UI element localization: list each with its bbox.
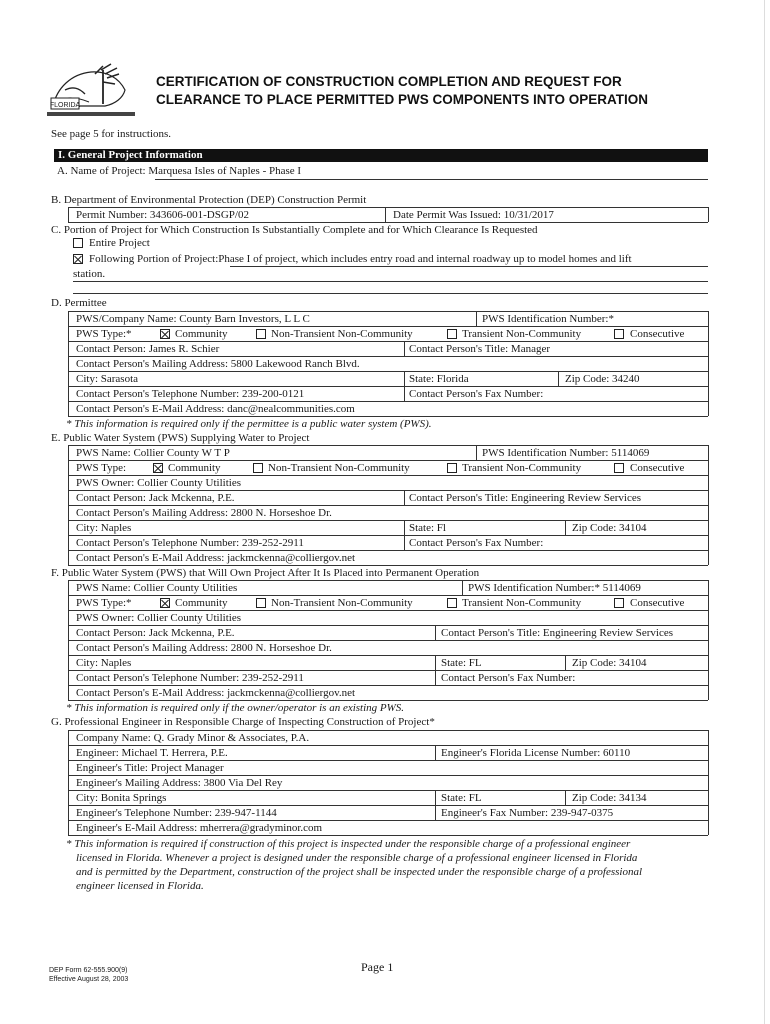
rule bbox=[68, 520, 708, 521]
owner-mailing: Contact Person's Mailing Address: 2800 N. Horseshoe Dr. bbox=[76, 642, 332, 654]
owner-label: F. Public Water System (PWS) that Will Own Project After It Is Placed into Permanent Operation bbox=[51, 567, 480, 579]
permittee-contact-title: Contact Person's Title: Manager bbox=[409, 343, 551, 355]
owner-community-checkbox[interactable] bbox=[160, 598, 170, 608]
rule bbox=[68, 595, 708, 596]
engineer-zip: Zip Code: 34134 bbox=[572, 792, 647, 804]
portion-label: C. Portion of Project for Which Construction Is Substantially Complete and for Which Clearance Is Requested bbox=[51, 224, 538, 236]
permittee-zip: Zip Code: 34240 bbox=[565, 373, 640, 385]
rule bbox=[68, 341, 708, 342]
rule bbox=[68, 700, 708, 701]
rule bbox=[68, 625, 708, 626]
owner-owner: PWS Owner: Collier County Utilities bbox=[76, 612, 241, 624]
page-number: Page 1 bbox=[361, 960, 394, 974]
rule bbox=[404, 371, 405, 401]
permit-date: Date Permit Was Issued: 10/31/2017 bbox=[393, 209, 554, 221]
form-effective-date: Effective August 28, 2003 bbox=[49, 976, 129, 983]
rule bbox=[68, 820, 708, 821]
rule bbox=[565, 655, 566, 670]
rule bbox=[435, 745, 436, 760]
permittee-fax: Contact Person's Fax Number: bbox=[409, 388, 544, 400]
supplier-consecutive-label: Consecutive bbox=[630, 462, 685, 474]
permit-section-label: B. Department of Environmental Protection (DEP) Construction Permit bbox=[51, 194, 367, 206]
permittee-email: Contact Person's E-Mail Address: danc@nealcommunities.com bbox=[76, 403, 355, 415]
rule bbox=[68, 730, 69, 835]
rule bbox=[68, 580, 69, 700]
title-line-1: CERTIFICATION OF CONSTRUCTION COMPLETION AND REQUEST FOR bbox=[156, 74, 622, 89]
permittee-tnc-checkbox[interactable] bbox=[447, 329, 457, 339]
rule bbox=[68, 730, 708, 731]
rule bbox=[68, 311, 708, 312]
supplier-pws-id: PWS Identification Number: 5114069 bbox=[482, 447, 650, 459]
rule bbox=[68, 222, 708, 223]
florida-dep-logo bbox=[45, 60, 137, 122]
permittee-tnc-label: Transient Non-Community bbox=[462, 328, 582, 340]
permittee-ntnc-label: Non-Transient Non-Community bbox=[271, 328, 413, 340]
owner-contact: Contact Person: Jack Mckenna, P.E. bbox=[76, 627, 235, 639]
following-portion-checkbox[interactable] bbox=[73, 254, 83, 264]
rule bbox=[476, 445, 477, 460]
rule bbox=[68, 565, 708, 566]
rule bbox=[435, 625, 436, 640]
owner-tnc-label: Transient Non-Community bbox=[462, 597, 582, 609]
supplier-tnc-checkbox[interactable] bbox=[447, 463, 457, 473]
owner-fax: Contact Person's Fax Number: bbox=[441, 672, 576, 684]
rule bbox=[708, 580, 709, 700]
form-title bbox=[156, 73, 716, 109]
permittee-pws-id: PWS Identification Number:* bbox=[482, 313, 614, 325]
permittee-contact: Contact Person: James R. Schier bbox=[76, 343, 220, 355]
rule bbox=[68, 356, 708, 357]
rule bbox=[565, 520, 566, 535]
owner-city: City: Naples bbox=[76, 657, 132, 669]
engineer-label: G. Professional Engineer in Responsible Charge of Inspecting Construction of Project* bbox=[51, 716, 435, 728]
permittee-consecutive-label: Consecutive bbox=[630, 328, 685, 340]
rule bbox=[476, 311, 477, 326]
rule bbox=[68, 790, 708, 791]
permittee-city: City: Sarasota bbox=[76, 373, 139, 385]
supplier-name: PWS Name: Collier County W T P bbox=[76, 447, 230, 459]
rule bbox=[68, 640, 708, 641]
rule bbox=[68, 685, 708, 686]
engineer-phone: Engineer's Telephone Number: 239-947-1144 bbox=[76, 807, 277, 819]
supplier-email: Contact Person's E-Mail Address: jackmckenna@colliergov.net bbox=[76, 552, 356, 564]
following-portion-cont: station. bbox=[73, 268, 106, 280]
permittee-state: State: Florida bbox=[409, 373, 469, 385]
rule bbox=[73, 293, 708, 294]
following-portion-text: Following Portion of Project:Phase I of project, which includes entry road and internal roadway up to model homes and lift bbox=[89, 253, 632, 265]
permittee-community-label: Community bbox=[175, 328, 228, 340]
rule bbox=[68, 550, 708, 551]
owner-pws-id: PWS Identification Number:* 5114069 bbox=[468, 582, 641, 594]
engineer-note-3: and is permitted by the Department, construction of the project shall be inspected under the responsible charge of a professional bbox=[76, 866, 643, 878]
form-number: DEP Form 62-555.900(9) bbox=[49, 967, 128, 974]
rule bbox=[68, 371, 708, 372]
permittee-consecutive-checkbox[interactable] bbox=[614, 329, 624, 339]
supplier-community-checkbox[interactable] bbox=[153, 463, 163, 473]
engineer-title: Engineer's Title: Project Manager bbox=[76, 762, 224, 774]
rule bbox=[68, 655, 708, 656]
rule bbox=[68, 490, 708, 491]
engineer-name: Engineer: Michael T. Herrera, P.E. bbox=[76, 747, 228, 759]
rule bbox=[565, 790, 566, 805]
engineer-note-2: licensed in Florida. Whenever a project is designed under the responsible charge of a professional engineer licensed in Florida bbox=[76, 852, 638, 864]
rule bbox=[462, 580, 463, 595]
rule bbox=[68, 475, 708, 476]
entire-project-checkbox[interactable] bbox=[73, 238, 83, 248]
permittee-company: PWS/Company Name: County Barn Investors, L L C bbox=[76, 313, 310, 325]
rule bbox=[68, 835, 708, 836]
supplier-tnc-label: Transient Non-Community bbox=[462, 462, 582, 474]
rule bbox=[68, 445, 69, 565]
rule bbox=[68, 401, 708, 402]
rule bbox=[68, 805, 708, 806]
supplier-owner: PWS Owner: Collier County Utilities bbox=[76, 477, 241, 489]
rule bbox=[68, 535, 708, 536]
rule bbox=[68, 311, 69, 416]
engineer-note-1: * This information is required if construction of this project is inspected under the responsible charge of a professional engineer bbox=[66, 838, 631, 850]
rule bbox=[404, 341, 405, 356]
engineer-email: Engineer's E-Mail Address: mherrera@gradyminor.com bbox=[76, 822, 323, 834]
owner-zip: Zip Code: 34104 bbox=[572, 657, 647, 669]
rule bbox=[68, 760, 708, 761]
owner-email: Contact Person's E-Mail Address: jackmckenna@colliergov.net bbox=[76, 687, 356, 699]
section-heading: I. General Project Information bbox=[54, 149, 708, 162]
rule bbox=[68, 670, 708, 671]
owner-name: PWS Name: Collier County Utilities bbox=[76, 582, 238, 594]
rule bbox=[68, 745, 708, 746]
rule bbox=[708, 730, 709, 835]
owner-phone: Contact Person's Telephone Number: 239-252-2911 bbox=[76, 672, 304, 684]
supplier-contact-title: Contact Person's Title: Engineering Review Services bbox=[409, 492, 642, 504]
supplier-city: City: Naples bbox=[76, 522, 132, 534]
supplier-zip: Zip Code: 34104 bbox=[572, 522, 647, 534]
rule bbox=[68, 207, 708, 208]
owner-tnc-checkbox[interactable] bbox=[447, 598, 457, 608]
supplier-mailing: Contact Person's Mailing Address: 2800 N. Horseshoe Dr. bbox=[76, 507, 332, 519]
rule bbox=[708, 311, 709, 416]
supplier-state: State: Fl bbox=[409, 522, 446, 534]
owner-note: * This information is required only if the owner/operator is an existing PWS. bbox=[66, 702, 405, 714]
engineer-fax: Engineer's Fax Number: 239-947-0375 bbox=[441, 807, 614, 819]
engineer-city: City: Bonita Springs bbox=[76, 792, 167, 804]
supplier-phone: Contact Person's Telephone Number: 239-252-2911 bbox=[76, 537, 304, 549]
owner-contact-title: Contact Person's Title: Engineering Review Services bbox=[441, 627, 674, 639]
rule bbox=[558, 371, 559, 386]
rule bbox=[708, 207, 709, 222]
project-name: A. Name of Project: Marquesa Isles of Naples - Phase I bbox=[57, 165, 302, 177]
permittee-type-label: PWS Type:* bbox=[76, 328, 132, 340]
owner-community-label: Community bbox=[175, 597, 228, 609]
rule bbox=[68, 207, 69, 222]
engineer-note-4: engineer licensed in Florida. bbox=[76, 880, 204, 892]
title-line-2: CLEARANCE TO PLACE PERMITTED PWS COMPONENTS INTO OPERATION bbox=[156, 92, 649, 107]
rule bbox=[68, 775, 708, 776]
rule bbox=[404, 520, 405, 550]
rule bbox=[435, 790, 436, 820]
scan-edge bbox=[764, 0, 765, 1024]
logo-text: FLORIDA bbox=[49, 102, 81, 109]
rule bbox=[155, 179, 708, 180]
rule bbox=[435, 655, 436, 685]
supplier-type-label: PWS Type: bbox=[76, 462, 127, 474]
engineer-license: Engineer's Florida License Number: 60110 bbox=[441, 747, 631, 759]
permittee-note: * This information is required only if the permittee is a public water system (PWS). bbox=[66, 418, 432, 430]
engineer-state: State: FL bbox=[441, 792, 482, 804]
rule bbox=[68, 416, 708, 417]
permittee-phone: Contact Person's Telephone Number: 239-200-0121 bbox=[76, 388, 305, 400]
owner-consecutive-label: Consecutive bbox=[630, 597, 685, 609]
rule bbox=[68, 326, 708, 327]
supplier-fax: Contact Person's Fax Number: bbox=[409, 537, 544, 549]
rule bbox=[68, 386, 708, 387]
rule bbox=[73, 281, 708, 282]
rule bbox=[68, 610, 708, 611]
rule bbox=[68, 460, 708, 461]
rule bbox=[708, 445, 709, 565]
engineer-company: Company Name: Q. Grady Minor & Associates, P.A. bbox=[76, 732, 310, 744]
permittee-community-checkbox[interactable] bbox=[160, 329, 170, 339]
engineer-mailing: Engineer's Mailing Address: 3800 Via Del Rey bbox=[76, 777, 283, 789]
owner-state: State: FL bbox=[441, 657, 482, 669]
entire-project-label: Entire Project bbox=[89, 237, 150, 249]
rule bbox=[385, 207, 386, 222]
rule bbox=[68, 505, 708, 506]
rule bbox=[68, 445, 708, 446]
owner-consecutive-checkbox[interactable] bbox=[614, 598, 624, 608]
supplier-consecutive-checkbox[interactable] bbox=[614, 463, 624, 473]
rule bbox=[230, 266, 708, 267]
supplier-label: E. Public Water System (PWS) Supplying Water to Project bbox=[51, 432, 310, 444]
permit-number: Permit Number: 343606-001-DSGP/02 bbox=[76, 209, 249, 221]
form-identifier bbox=[49, 966, 128, 984]
instructions-note: See page 5 for instructions. bbox=[51, 128, 172, 140]
rule bbox=[68, 580, 708, 581]
supplier-community-label: Community bbox=[168, 462, 221, 474]
supplier-ntnc-checkbox[interactable] bbox=[253, 463, 263, 473]
supplier-contact: Contact Person: Jack Mckenna, P.E. bbox=[76, 492, 235, 504]
permittee-mailing: Contact Person's Mailing Address: 5800 Lakewood Ranch Blvd. bbox=[76, 358, 360, 370]
owner-ntnc-checkbox[interactable] bbox=[256, 598, 266, 608]
owner-ntnc-label: Non-Transient Non-Community bbox=[271, 597, 413, 609]
owner-type-label: PWS Type:* bbox=[76, 597, 132, 609]
rule bbox=[404, 490, 405, 505]
permittee-label: D. Permittee bbox=[51, 297, 107, 309]
permittee-ntnc-checkbox[interactable] bbox=[256, 329, 266, 339]
supplier-ntnc-label: Non-Transient Non-Community bbox=[268, 462, 410, 474]
